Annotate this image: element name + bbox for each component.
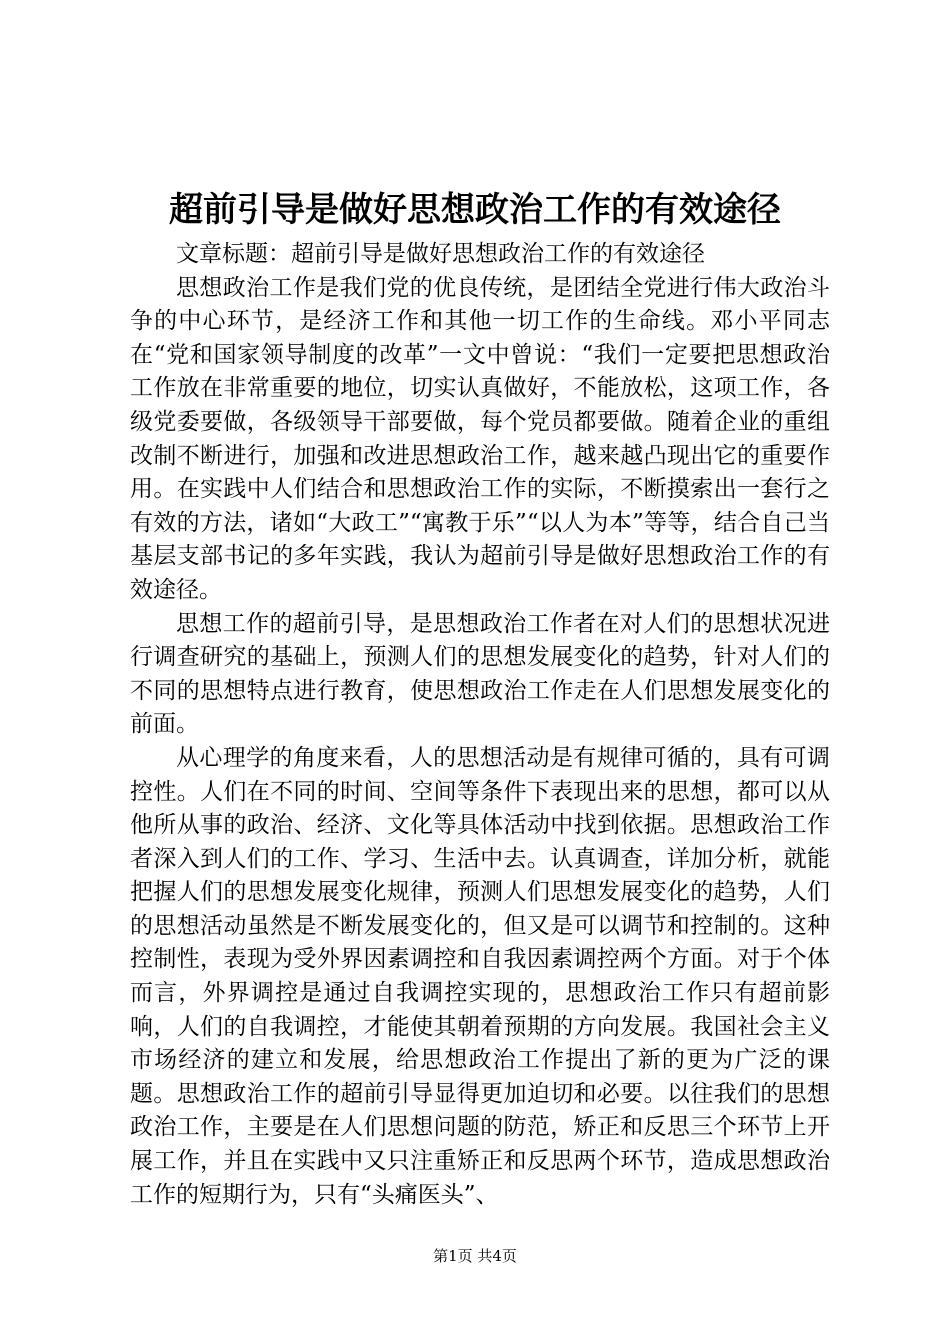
- paragraph-definition: 思想工作的超前引导，是思想政治工作者在对人们的思想状况进行调查研究的基础上，预测人们的思想发展变化的趋势，针对人们的不同的思想特点进行教育，使思想政治工作走在人们思想发展变化的前面。: [130, 610, 830, 738]
- page-number-footer: 第1页 共4页: [433, 1247, 517, 1265]
- document-title: 超前引导是做好思想政治工作的有效途径: [169, 190, 781, 230]
- document-body: [130, 238, 830, 1212]
- article-title-line: 文章标题：超前引导是做好思想政治工作的有效途径: [176, 241, 705, 267]
- paragraph-intro: 思想政治工作是我们党的优良传统，是团结全党进行伟大政治斗争的中心环节，是经济工作和其他一切工作的生命线。邓小平同志在“党和国家领导制度的改革”一文中曾说：“我们一定要把思想政治工作放在非常重要的地位，切实认真做好，不能放松，这项工作，各级党委要做，各级领导干部要做，每个党员都要做。随着企业的重组改制不断进行，加强和改进思想政治工作，越来越凸现出它的重要作用。在实践中人们结合和思想政治工作的实际，不断摸索出一套行之有效的方法，诸如“大政工”“寓教于乐”“以人为本”等等，结合自己当基层支部书记的多年实践，我认为超前引导是做好思想政治工作的有效途径。: [130, 274, 830, 603]
- paragraph-psychology: 从心理学的角度来看，人的思想活动是有规律可循的，具有可调控性。人们在不同的时间、空间等条件下表现出来的思想，都可以从他所从事的政治、经济、文化等具体活动中找到依据。思想政治工作者深入到人们的工作、学习、生活中去。认真调查，详加分析，就能把握人们的思想发展变化规律，预测人们思想发展变化的趋势，人们的思想活动虽然是不断发展变化的，但又是可以调节和控制的。这种控制性，表现为受外界因素调控和自我因素调控两个方面。对于个体而言，外界调控是通过自我调控实现的，思想政治工作只有超前影响，人们的自我调控，才能使其朝着预期的方向发展。我国社会主义市场经济的建立和发展，给思想政治工作提出了新的更为广泛的课题。思想政治工作的超前引导显得更加迫切和必要。以往我们的思想政治工作，主要是在人们思想问题的防范，矫正和反思三个环节上开展工作，并且在实践中又只注重矫正和反思两个环节，造成思想政治工作的短期行为，只有“头痛医头”、: [130, 744, 830, 1208]
